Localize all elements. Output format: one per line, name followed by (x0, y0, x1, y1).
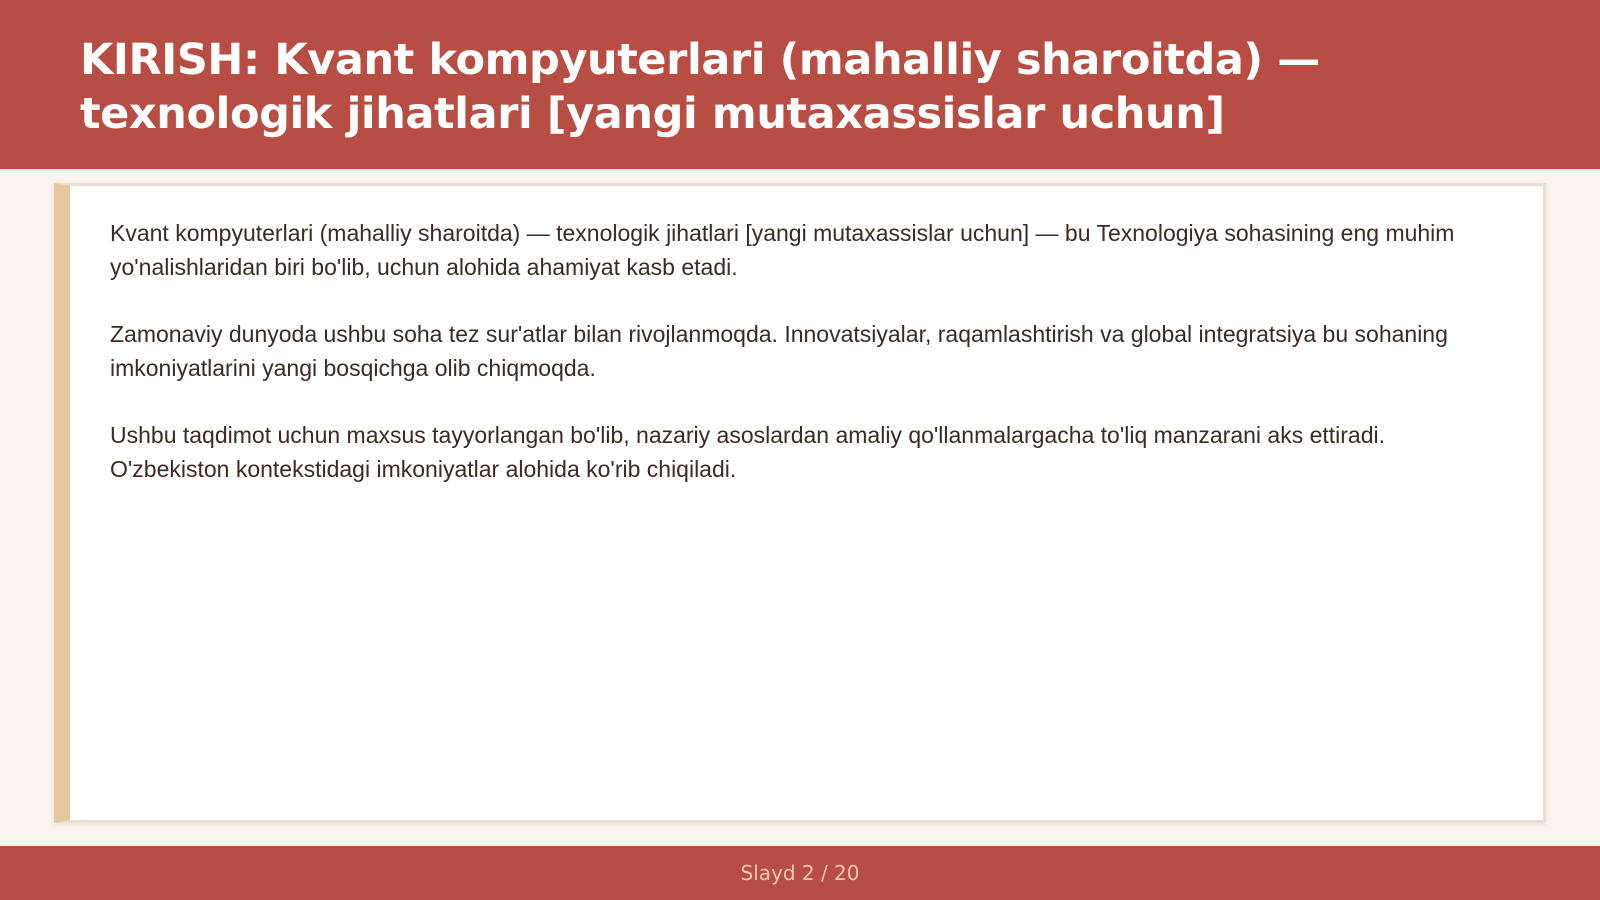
presentation-paragraph: Ushbu taqdimot uchun maxsus tayyorlangan bo'lib, nazariy asoslardan amaliy qo'llanmalargacha to'liq manzarani aks ettiradi. O'zbekiston kontekstidagi imkoniyatlar alohida ko'rib chiqiladi. (110, 422, 1386, 482)
development-paragraph: Zamonaviy dunyoda ushbu soha tez sur'atlar bilan rivojlanmoqda. Innovatsiyalar, raqamlashtirish va global integratsiya bu sohaning imkoniyatlarini yangi bosqichga olib chiqmoqda. (110, 321, 1448, 381)
content-card (54, 183, 1546, 823)
slide-header (0, 0, 1600, 169)
slide-footer (0, 846, 1600, 900)
intro-paragraph: Kvant kompyuterlari (mahalliy sharoitda) — texnologik jihatlari [yangi mutaxassislar uchun] — bu Texnologiya sohasining eng muhim yo'nalishlaridan biri bo'lib, uchun alohida ahamiyat kasb etadi. (110, 220, 1455, 280)
slide-title: KIRISH: Kvant kompyuterlari (mahalliy sharoitda) — texnologik jihatlari [yangi mutaxassislar uchun] (80, 35, 1320, 139)
slide-counter: Slayd 2 / 20 (740, 861, 860, 885)
